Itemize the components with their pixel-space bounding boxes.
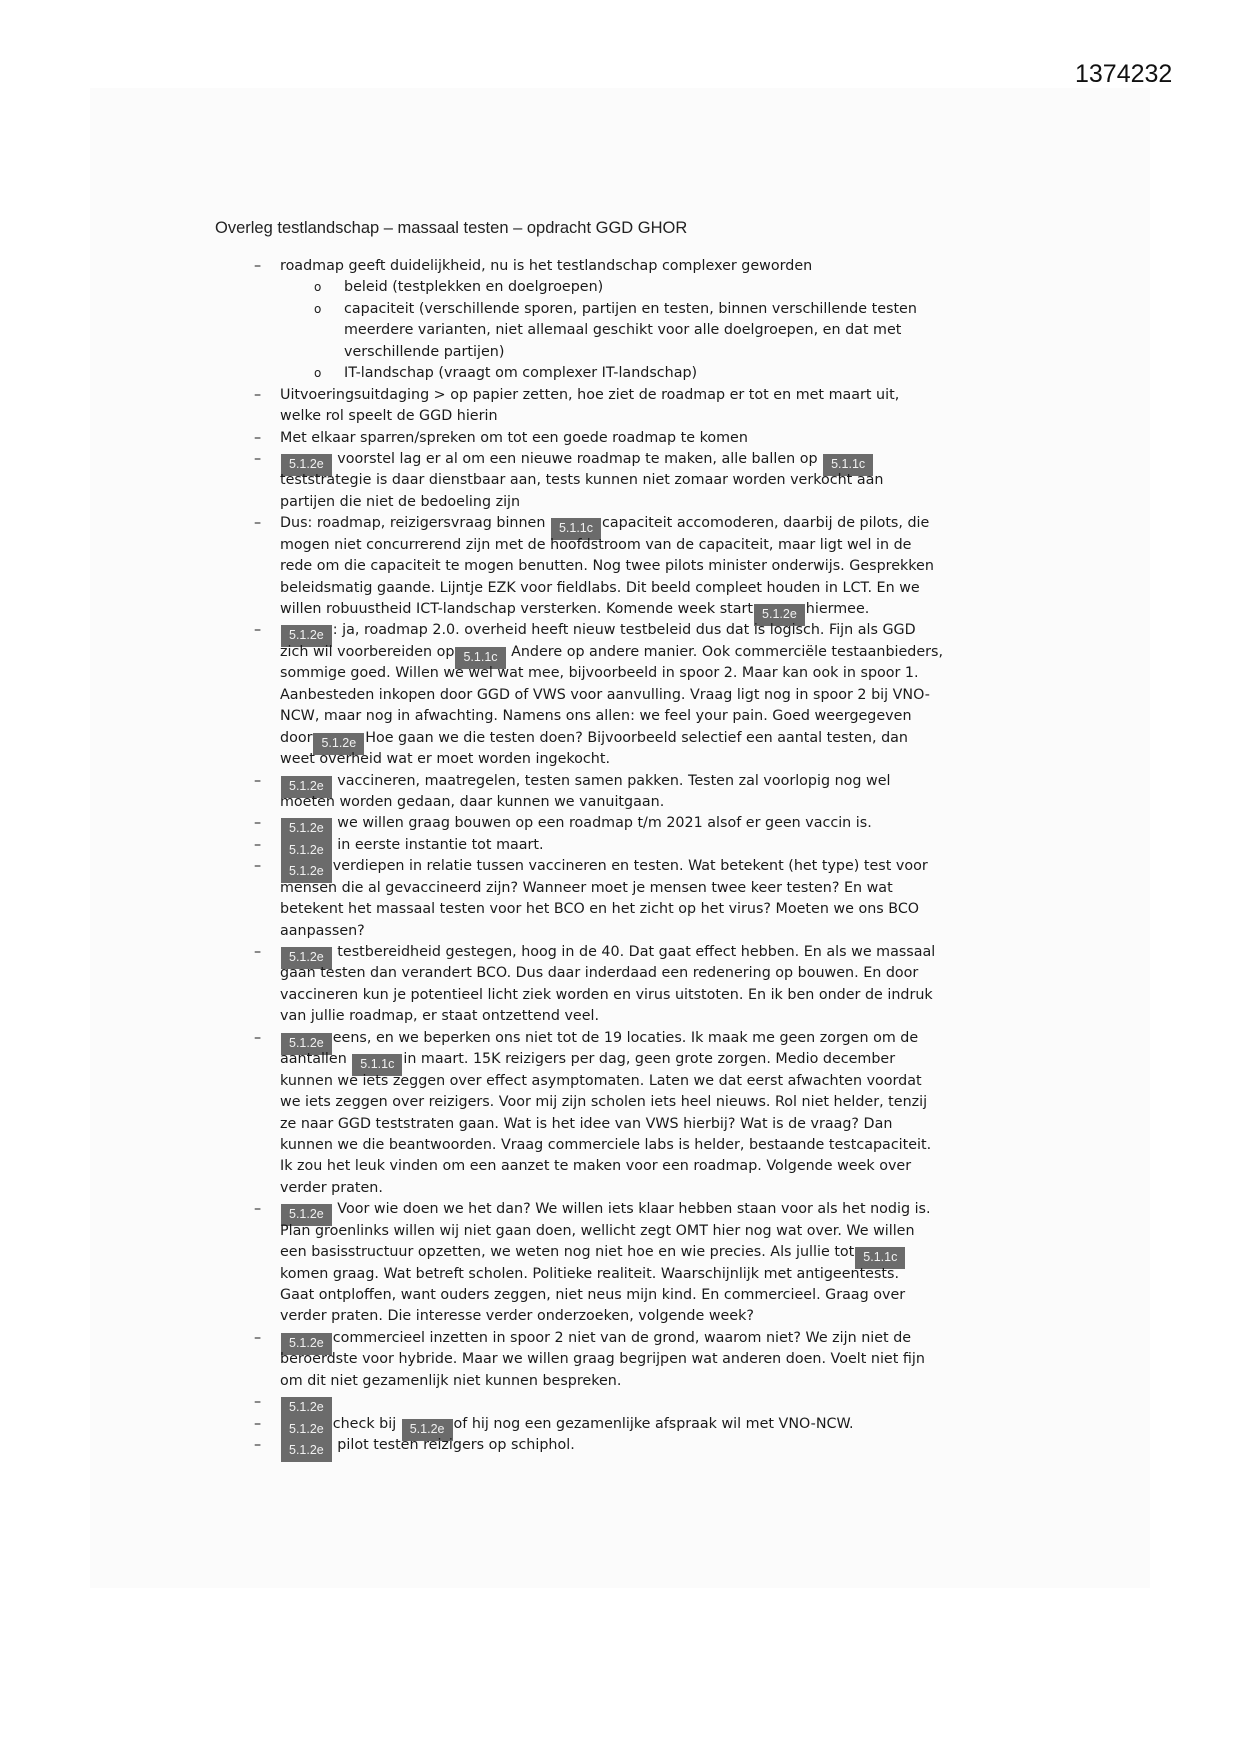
line-text: weet overheid wat er moet worden ingekocht. <box>280 751 610 768</box>
list-item-line <box>0 1264 1241 1285</box>
list-item-line <box>0 1178 1241 1199</box>
dash-bullet-icon: – <box>254 1394 262 1411</box>
dash-bullet-icon: – <box>254 1201 262 1218</box>
line-text: Aanbesteden inkopen door GGD of VWS voor aanvulling. Vraag ligt nog in spoor 2 bij VNO- <box>280 686 930 703</box>
line-text: 5.1.2e we willen graag bouwen op een roadmap t/m 2021 alsof er geen vaccin is. <box>280 813 872 840</box>
redaction-box: 5.1.2e <box>281 625 332 647</box>
dash-bullet-icon: – <box>254 1415 262 1432</box>
sub-bullet-icon: o <box>314 366 322 381</box>
list-item-line <box>0 771 1241 792</box>
line-text: we iets zeggen over reizigers. Voor mij zijn scholen iets heel nieuws. Rol niet helder, tenzij <box>280 1094 928 1111</box>
dash-bullet-icon: – <box>254 450 262 467</box>
line-text: Met elkaar sparren/spreken om tot een goede roadmap te komen <box>280 429 748 446</box>
list-item-line <box>0 599 1241 620</box>
dash-bullet-icon: – <box>254 815 262 832</box>
list-item-line <box>0 899 1241 920</box>
redaction-box: 5.1.2e <box>281 840 332 862</box>
list-item-line <box>0 1328 1241 1349</box>
line-text: Ik zou het leuk vinden om een aanzet te maken voor een roadmap. Volgende week over <box>280 1158 912 1175</box>
list-item-line <box>0 556 1241 577</box>
list-item-line <box>0 1028 1241 1049</box>
list-item-line <box>0 1006 1241 1027</box>
redaction-box: 5.1.1c <box>551 518 601 540</box>
redaction-box: 5.1.1c <box>823 454 873 476</box>
redaction-box: 5.1.2e <box>281 1033 332 1055</box>
list-item-line <box>0 728 1241 749</box>
list-item-line <box>0 835 1241 856</box>
list-item-line <box>0 1221 1241 1242</box>
line-text: 5.1.2e : ja, roadmap 2.0. overheid heeft nieuw testbeleid dus dat is logisch. Fijn als GGD <box>280 620 916 647</box>
line-text: beroerdste voor hybride. Maar we willen graag begrijpen wat anderen doen. Voelt niet fijn <box>280 1351 925 1368</box>
line-text: welke rol speelt de GGD hierin <box>280 408 498 425</box>
list-item-line <box>0 813 1241 834</box>
list-item-line <box>0 428 1241 449</box>
list-item-line <box>0 1242 1241 1263</box>
line-text: zich wil voorbereiden op 5.1.1c Andere op andere manier. Ook commerciële testaanbieders, <box>280 642 943 669</box>
list-item-line <box>0 1435 1241 1456</box>
line-text: willen robuustheid ICT-landschap versterken. Komende week start 5.1.2e hiermee. <box>280 599 869 626</box>
list-item-line <box>0 1371 1241 1392</box>
dash-bullet-icon: – <box>254 622 262 639</box>
line-text: capaciteit (verschillende sporen, partijen en testen, binnen verschillende testen <box>344 300 917 317</box>
line-text: IT-landschap (vraagt om complexer IT-landschap) <box>344 365 698 382</box>
line-text: aanpassen? <box>280 922 365 939</box>
list-item-line <box>0 385 1241 406</box>
line-text: aantallen 5.1.1c in maart. 15K reizigers per dag, geen grote zorgen. Medio december <box>280 1049 895 1076</box>
line-text: NCW, maar nog in afwachting. Namens ons allen: we feel your pain. Goed weergegeven <box>280 708 912 725</box>
line-text: Plan groenlinks willen wij niet gaan doen, wellicht zegt OMT hier nog wat over. We willen <box>280 1222 915 1239</box>
sub-item-line <box>0 342 1241 363</box>
line-text: Gaat ontploffen, want ouders zeggen, niet neus mijn kind. En commercieel. Graag over <box>280 1287 906 1303</box>
line-text: beleid (testplekken en doelgroepen) <box>344 279 604 296</box>
dash-bullet-icon: – <box>254 515 262 532</box>
line-text: van jullie roadmap, er staat ontzettend veel. <box>280 1008 600 1025</box>
line-text: Dus: roadmap, reizigersvraag binnen 5.1.1c capaciteit accomoderen, daarbij de pilots, die <box>280 513 929 540</box>
list-item-line <box>0 1285 1241 1306</box>
line-text: 5.1.2e commercieel inzetten in spoor 2 niet van de grond, waarom niet? We zijn niet de <box>280 1328 911 1355</box>
line-text: sommige goed. Willen we wel wat mee, bijvoorbeeld in spoor 2. Maar kan ook in spoor 1. <box>280 665 919 682</box>
list-item-line <box>0 1414 1241 1435</box>
redaction-box: 5.1.2e <box>754 604 805 626</box>
list-item-line <box>0 449 1241 470</box>
list-item-line <box>0 620 1241 641</box>
redaction-box: 5.1.2e <box>313 733 364 755</box>
list-item-line <box>0 963 1241 984</box>
redaction-box: 5.1.2e <box>281 1204 332 1226</box>
line-text: partijen die niet de bedoeling zijn <box>280 493 521 510</box>
line-text: 5.1.2e verdiepen in relatie tussen vaccineren en testen. Wat betekent (het type) test voor <box>280 856 928 883</box>
list-item-line <box>0 1392 1241 1413</box>
list-item-line <box>0 578 1241 599</box>
list-item-line <box>0 1306 1241 1327</box>
list-item-line <box>0 1092 1241 1113</box>
list-item-line <box>0 792 1241 813</box>
redaction-box: 5.1.2e <box>281 861 332 883</box>
line-text: 5.1.2e check bij 5.1.2e of hij nog een gezamenlijke afspraak wil met VNO-NCW. <box>280 1414 854 1441</box>
line-text: 5.1.2e vaccineren, maatregelen, testen samen pakken. Testen zal voorlopig nog wel <box>280 771 890 798</box>
line-text: ze naar GGD teststraten gaan. Wat is het idee van VWS hierbij? Wat is de vraag? Dan <box>280 1115 893 1132</box>
line-text: 5.1.2e voorstel lag er al om een nieuwe roadmap te maken, alle ballen op 5.1.1c <box>280 449 874 476</box>
list-item-line <box>0 1156 1241 1177</box>
list-item-line <box>0 878 1241 899</box>
list-item-line <box>0 513 1241 534</box>
dash-bullet-icon: – <box>254 1029 262 1046</box>
redaction-box: 5.1.2e <box>402 1419 453 1441</box>
list-item-line <box>0 256 1241 277</box>
dash-bullet-icon: – <box>254 772 262 789</box>
list-item-line <box>0 470 1241 491</box>
redaction-box: 5.1.1c <box>352 1054 402 1076</box>
list-item-line <box>0 685 1241 706</box>
list-item-line <box>0 706 1241 727</box>
line-text: 5.1.2e in eerste instantie tot maart. <box>280 835 544 862</box>
line-text: Uitvoeringsuitdaging > op papier zetten, hoe ziet de roadmap er tot en met maart uit, <box>280 386 900 403</box>
list-item-line <box>0 642 1241 663</box>
list-item-line <box>0 1349 1241 1370</box>
line-text: om dit niet gezamenlijk niet kunnen bespreken. <box>280 1372 622 1389</box>
line-text: teststrategie is daar dienstbaar aan, tests kunnen niet zomaar worden verkocht aan <box>280 472 884 489</box>
list-item-line <box>0 1199 1241 1220</box>
sub-item-line <box>0 299 1241 320</box>
line-text: roadmap geeft duidelijkheid, nu is het testlandschap complexer geworden <box>280 258 813 274</box>
redaction-box: 5.1.2e <box>281 454 332 476</box>
line-text: vaccineren kun je potentieel licht ziek worden en virus uitstoten. En ik ben onder de indruk <box>280 986 933 1003</box>
dash-bullet-icon: – <box>254 429 262 446</box>
redaction-box: 5.1.2e <box>281 818 332 840</box>
sub-item-line <box>0 277 1241 298</box>
list-item-line <box>0 942 1241 963</box>
line-text: 5.1.2e pilot testen reizigers op schiphol. <box>280 1435 575 1462</box>
dash-bullet-icon: – <box>254 858 262 875</box>
line-text: betekent het massaal testen voor het BCO en het zicht op het virus? Moeten we ons BCO <box>280 901 920 918</box>
redaction-box: 5.1.2e <box>281 1440 332 1462</box>
list-item-line <box>0 1049 1241 1070</box>
list-item-line <box>0 1114 1241 1135</box>
line-text: meerdere varianten, niet allemaal geschikt voor alle doelgroepen, en dat met <box>344 322 902 339</box>
redaction-box: 5.1.2e <box>281 776 332 798</box>
redaction-box: 5.1.1c <box>855 1247 905 1269</box>
redaction-box: 5.1.2e <box>281 1397 332 1419</box>
line-text: mogen niet concurrerend zijn met de hoofdstroom van de capaciteit, maar ligt wel in de <box>280 536 912 553</box>
dash-bullet-icon: – <box>254 836 262 853</box>
redaction-box: 5.1.1c <box>455 647 505 669</box>
dash-bullet-icon: – <box>254 386 262 403</box>
line-text: beleidsmatig gaande. Lijntje EZK voor fieldlabs. Dit beeld compleet houden in LCT. En we <box>280 579 920 596</box>
sub-item-line <box>0 320 1241 341</box>
redaction-box: 5.1.2e <box>281 947 332 969</box>
line-text: rede om die capaciteit te mogen benutten. Nog twee pilots minister onderwijs. Gesprekken <box>280 558 934 575</box>
dash-bullet-icon: – <box>254 944 262 960</box>
dash-bullet-icon: – <box>254 1329 262 1346</box>
line-text: 5.1.2e eens, en we beperken ons niet tot de 19 locaties. Ik maak me geen zorgen om de <box>280 1028 918 1055</box>
list-item-line <box>0 856 1241 877</box>
line-text: verschillende partijen) <box>344 343 505 360</box>
line-text: 5.1.2e Voor wie doen we het dan? We willen iets klaar hebben staan voor als het nodig is. <box>280 1199 931 1226</box>
dash-bullet-icon: – <box>254 1437 262 1454</box>
line-text: mensen die al gevaccineerd zijn? Wanneer moet je mensen twee keer testen? En wat <box>280 879 893 896</box>
list-item-line <box>0 406 1241 427</box>
document-number: 1374232 <box>1075 60 1173 88</box>
list-item-line <box>0 535 1241 556</box>
list-item-line <box>0 1135 1241 1156</box>
line-text: moeten worden gedaan, daar kunnen we vanuitgaan. <box>280 793 665 810</box>
line-text: gaan testen dan verandert BCO. Dus daar inderdaad een redenering op bouwen. En door <box>280 965 919 982</box>
dash-bullet-icon: – <box>254 258 262 274</box>
line-text: door 5.1.2e Hoe gaan we die testen doen? Bijvoorbeeld selectief een aantal testen, dan <box>280 728 908 755</box>
redaction-box: 5.1.2e <box>281 1333 332 1355</box>
list-item-line <box>0 1071 1241 1092</box>
list-item-line <box>0 985 1241 1006</box>
line-text: kunnen we die beantwoorden. Vraag commerciele labs is helder, bestaande testcapaciteit. <box>280 1136 932 1153</box>
line-text: verder praten. Die interesse verder onderzoeken, volgende week? <box>280 1308 754 1325</box>
line-text: komen graag. Wat betreft scholen. Politieke realiteit. Waarschijnlijk met antigeentests. <box>280 1265 900 1282</box>
meeting-notes-list <box>0 256 1241 1457</box>
list-item-line <box>0 492 1241 513</box>
sub-item-line <box>0 363 1241 384</box>
list-item-line <box>0 663 1241 684</box>
line-text: 5.1.2e testbereidheid gestegen, hoog in de 40. Dat gaat effect hebben. En als we massaal <box>280 942 935 969</box>
line-text: een basisstructuur opzetten, we weten nog niet hoe en wie precies. Als jullie tot 5.1.1c <box>280 1242 906 1269</box>
document-title: Overleg testlandschap – massaal testen – opdracht GGD GHOR <box>215 219 688 237</box>
line-text: kunnen we iets zeggen over effect asymptomaten. Laten we dat eerst afwachten voordat <box>280 1072 922 1089</box>
sub-bullet-icon: o <box>314 280 322 295</box>
sub-bullet-icon: o <box>314 301 322 316</box>
list-item-line <box>0 749 1241 770</box>
list-item-line <box>0 921 1241 942</box>
redaction-box: 5.1.2e <box>281 1419 332 1441</box>
line-text: verder praten. <box>280 1179 383 1196</box>
